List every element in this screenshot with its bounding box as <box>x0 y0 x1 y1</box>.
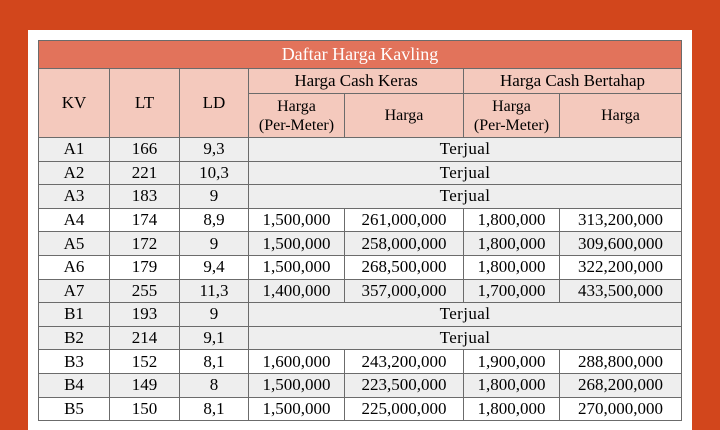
cell-lt: 255 <box>110 279 180 303</box>
cell-kv: A6 <box>39 255 110 279</box>
cell-keras-per-meter: 1,500,000 <box>249 232 345 256</box>
cell-bertahap-per-meter: 1,800,000 <box>464 397 560 421</box>
cell-lt: 183 <box>110 185 180 209</box>
cell-lt: 172 <box>110 232 180 256</box>
header-cash-bertahap: Harga Cash Bertahap <box>464 69 682 94</box>
header-keras-per-meter <box>249 94 345 138</box>
table-row <box>39 161 682 185</box>
cell-lt: 221 <box>110 161 180 185</box>
table-row <box>39 185 682 209</box>
cell-ld: 10,3 <box>180 161 249 185</box>
header-per-meter-line1: Harga <box>277 97 316 115</box>
cell-bertahap-harga: 268,200,000 <box>560 373 682 397</box>
table-row <box>39 326 682 350</box>
cell-keras-harga: 261,000,000 <box>345 208 464 232</box>
cell-keras-harga: 243,200,000 <box>345 350 464 374</box>
cell-sold-status: Terjual <box>249 303 682 327</box>
cell-bertahap-harga: 313,200,000 <box>560 208 682 232</box>
cell-kv: A2 <box>39 161 110 185</box>
cell-bertahap-per-meter: 1,800,000 <box>464 255 560 279</box>
cell-sold-status: Terjual <box>249 138 682 162</box>
table-row <box>39 373 682 397</box>
cell-bertahap-per-meter: 1,800,000 <box>464 232 560 256</box>
cell-lt: 152 <box>110 350 180 374</box>
table-row <box>39 350 682 374</box>
cell-kv: A7 <box>39 279 110 303</box>
cell-ld: 9,1 <box>180 326 249 350</box>
header-per-meter-line2: (Per-Meter) <box>473 116 550 134</box>
cell-lt: 150 <box>110 397 180 421</box>
cell-ld: 9 <box>180 303 249 327</box>
cell-kv: A3 <box>39 185 110 209</box>
table-row <box>39 279 682 303</box>
table-title: Daftar Harga Kavling <box>39 41 682 69</box>
table-row <box>39 138 682 162</box>
header-bertahap-per-meter <box>464 94 560 138</box>
cell-kv: B2 <box>39 326 110 350</box>
cell-kv: B1 <box>39 303 110 327</box>
cell-keras-per-meter: 1,500,000 <box>249 208 345 232</box>
header-keras-harga: Harga <box>345 94 464 138</box>
cell-keras-per-meter: 1,500,000 <box>249 397 345 421</box>
table-row <box>39 397 682 421</box>
cell-keras-per-meter: 1,500,000 <box>249 255 345 279</box>
header-per-meter-line1: Harga <box>492 97 531 115</box>
cell-keras-harga: 357,000,000 <box>345 279 464 303</box>
header-per-meter-line2: (Per-Meter) <box>258 116 335 134</box>
cell-sold-status: Terjual <box>249 185 682 209</box>
table-row <box>39 208 682 232</box>
cell-ld: 11,3 <box>180 279 249 303</box>
cell-lt: 179 <box>110 255 180 279</box>
cell-keras-harga: 268,500,000 <box>345 255 464 279</box>
cell-keras-harga: 225,000,000 <box>345 397 464 421</box>
table-row <box>39 232 682 256</box>
cell-bertahap-per-meter: 1,800,000 <box>464 208 560 232</box>
table-title-row <box>39 41 682 69</box>
cell-lt: 174 <box>110 208 180 232</box>
cell-keras-per-meter: 1,500,000 <box>249 373 345 397</box>
cell-keras-per-meter: 1,600,000 <box>249 350 345 374</box>
cell-bertahap-per-meter: 1,900,000 <box>464 350 560 374</box>
cell-lt: 193 <box>110 303 180 327</box>
cell-kv: A1 <box>39 138 110 162</box>
cell-bertahap-harga: 322,200,000 <box>560 255 682 279</box>
cell-bertahap-harga: 433,500,000 <box>560 279 682 303</box>
header-kv: KV <box>39 69 110 138</box>
cell-bertahap-per-meter: 1,800,000 <box>464 373 560 397</box>
header-lt: LT <box>110 69 180 138</box>
cell-ld: 8,1 <box>180 350 249 374</box>
cell-ld: 8,9 <box>180 208 249 232</box>
cell-kv: B4 <box>39 373 110 397</box>
cell-ld: 9,4 <box>180 255 249 279</box>
cell-bertahap-harga: 309,600,000 <box>560 232 682 256</box>
table-row <box>39 255 682 279</box>
cell-sold-status: Terjual <box>249 326 682 350</box>
cell-kv: A5 <box>39 232 110 256</box>
cell-ld: 9 <box>180 185 249 209</box>
cell-keras-per-meter: 1,400,000 <box>249 279 345 303</box>
cell-sold-status: Terjual <box>249 161 682 185</box>
table-row <box>39 303 682 327</box>
table-body <box>39 138 682 421</box>
cell-ld: 8 <box>180 373 249 397</box>
cell-lt: 214 <box>110 326 180 350</box>
cell-keras-harga: 223,500,000 <box>345 373 464 397</box>
cell-kv: A4 <box>39 208 110 232</box>
header-bertahap-harga: Harga <box>560 94 682 138</box>
cell-keras-harga: 258,000,000 <box>345 232 464 256</box>
cell-lt: 149 <box>110 373 180 397</box>
header-cash-keras: Harga Cash Keras <box>249 69 464 94</box>
cell-bertahap-harga: 288,800,000 <box>560 350 682 374</box>
cell-ld: 9,3 <box>180 138 249 162</box>
price-table <box>38 40 682 421</box>
cell-ld: 8,1 <box>180 397 249 421</box>
cell-bertahap-per-meter: 1,700,000 <box>464 279 560 303</box>
cell-kv: B3 <box>39 350 110 374</box>
cell-kv: B5 <box>39 397 110 421</box>
cell-lt: 166 <box>110 138 180 162</box>
header-row-group <box>39 69 682 94</box>
cell-ld: 9 <box>180 232 249 256</box>
header-ld: LD <box>180 69 249 138</box>
cell-bertahap-harga: 270,000,000 <box>560 397 682 421</box>
